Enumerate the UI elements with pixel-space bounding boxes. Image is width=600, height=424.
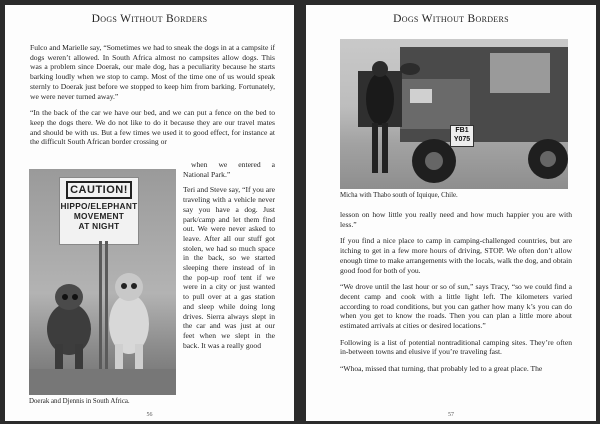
right-paragraph-4: Following is a list of potential nontraditional camping sites. They’re often in-between towns and elusive if you’re traveling fast.: [340, 337, 572, 357]
right-paragraph-1: lesson on how little you really need and how much happier you are with less.”: [340, 210, 572, 229]
right-photo-caption: Micha with Thabo south of Iquique, Chile.: [340, 192, 458, 199]
plate-line-2: Y075: [453, 136, 471, 143]
left-paragraph-1: Fulco and Marielle say, “Sometimes we had to sneak the dogs in at a campsite if dogs weren’t allowed. In South Africa almost no campsites allow dogs. This was a problem since Doerak, our male dog, has a peculiarity because he starts barking loudly when we stop to camp. Most of the time one of us would speak sternly to Doerak just before we stopped to keep him from barking. Fortunately, we were never turned away.”: [30, 43, 275, 101]
right-paragraph-5: “Whoa, missed that turning, that probably led to a great place. The: [340, 364, 543, 374]
left-column-text-2: Teri and Steve say, “If you are traveling with a vehicle never say you have a dog. Just park/camp and let them find out. We were never asked to leave. After all our stuff got stolen, we had so much space in the back, so we started sleeping there instead of in the pop-up roof tent if we were in a city or just wanted to pull over at a gas station and sleep while doing long drives. Sierra always slept in the car and was just at our feet when we slept in the back. It was a really good: [183, 185, 275, 350]
left-page-number: 56: [146, 412, 153, 418]
right-paragraph-3: “We drove until the last hour or so of sun,” says Tracy, “so we could find a decent camp and cook with a little light left. The kilometers varied according to road conditions, but you can gather how many k’s you can do when you get to know the roads. Then you can plan a little more about estimated arrivals at cities or desired locations.”: [340, 282, 572, 331]
right-body-text: [340, 210, 572, 381]
sign-line-1: HIPPO/ELEPHANT: [60, 201, 138, 211]
left-column-text-1: when we entered a National Park.”: [183, 160, 275, 179]
left-running-header: Dogs Without Borders: [91, 13, 208, 25]
vehicle-photo: [340, 39, 568, 189]
left-top-text: [30, 43, 275, 154]
license-plate: [450, 125, 474, 147]
right-running-header: Dogs Without Borders: [393, 13, 509, 25]
plate-line-1: FB1: [455, 127, 469, 134]
right-paragraph-2: If you find a nice place to camp in camping-challenged countries, but are itching to get in a few more hours of driving, STOP. We often don’t allow enough time to make arrangements with the locals, walk the dog, and obtain good food for both of you.: [340, 236, 572, 275]
sign-line-3: AT NIGHT: [78, 221, 120, 231]
left-photo-caption: Doerak and Djennis in South Africa.: [29, 398, 130, 405]
dogs-photo: [29, 169, 176, 395]
right-page-number: 57: [448, 412, 454, 418]
left-paragraph-2: “In the back of the car we have our bed, and we can put a fence on the bed to keep the dogs there. We do not like to do it because they are our travel mates and should be with us. But a few times we used it to good effect, for instance at the difficult South African border crossing or: [30, 108, 275, 147]
dogs-illustration: [29, 169, 176, 395]
left-side-column: [183, 160, 275, 350]
sign-title: CAUTION!: [66, 181, 132, 199]
sign-line-2: MOVEMENT: [73, 211, 125, 221]
right-page: [306, 5, 596, 421]
left-page: [5, 5, 294, 421]
vehicle-illustration: [340, 39, 568, 189]
